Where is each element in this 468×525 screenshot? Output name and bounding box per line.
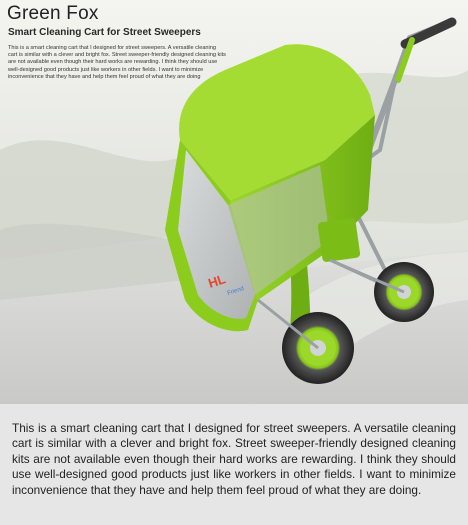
brand-logo-subtext: Friend: [226, 285, 245, 297]
page-title: Green Fox: [7, 3, 99, 24]
brand-logo: HL: [206, 271, 228, 291]
bucket-holder: [317, 218, 360, 263]
short-description: This is a smart cleaning cart that I designed for street sweepers. A versatile cleaning cart is similar with a clever and bright fox. Street sweeper-friendly designed cleaning kits are not available even though their hard works are rewarding. I think they should use well-designed good products just like workers in other fields. I want to minimize inconvenience that they have and help them feel proud of what they are doing: [8, 45, 226, 80]
caption-box: [0, 404, 468, 525]
caption-text: This is a smart cleaning cart that I designed for street sweepers. A versatile cleaning cart is similar with a clever and bright fox. Street sweeper-friendly designed cleaning kits are not available even though their hard works are rewarding. I think they should use well-designed good products just like workers in other fields. I want to minimize inconvenience that they have and help them feel proud of what they are doing.: [12, 421, 456, 497]
page-subtitle: Smart Cleaning Cart for Street Sweepers: [8, 27, 201, 38]
